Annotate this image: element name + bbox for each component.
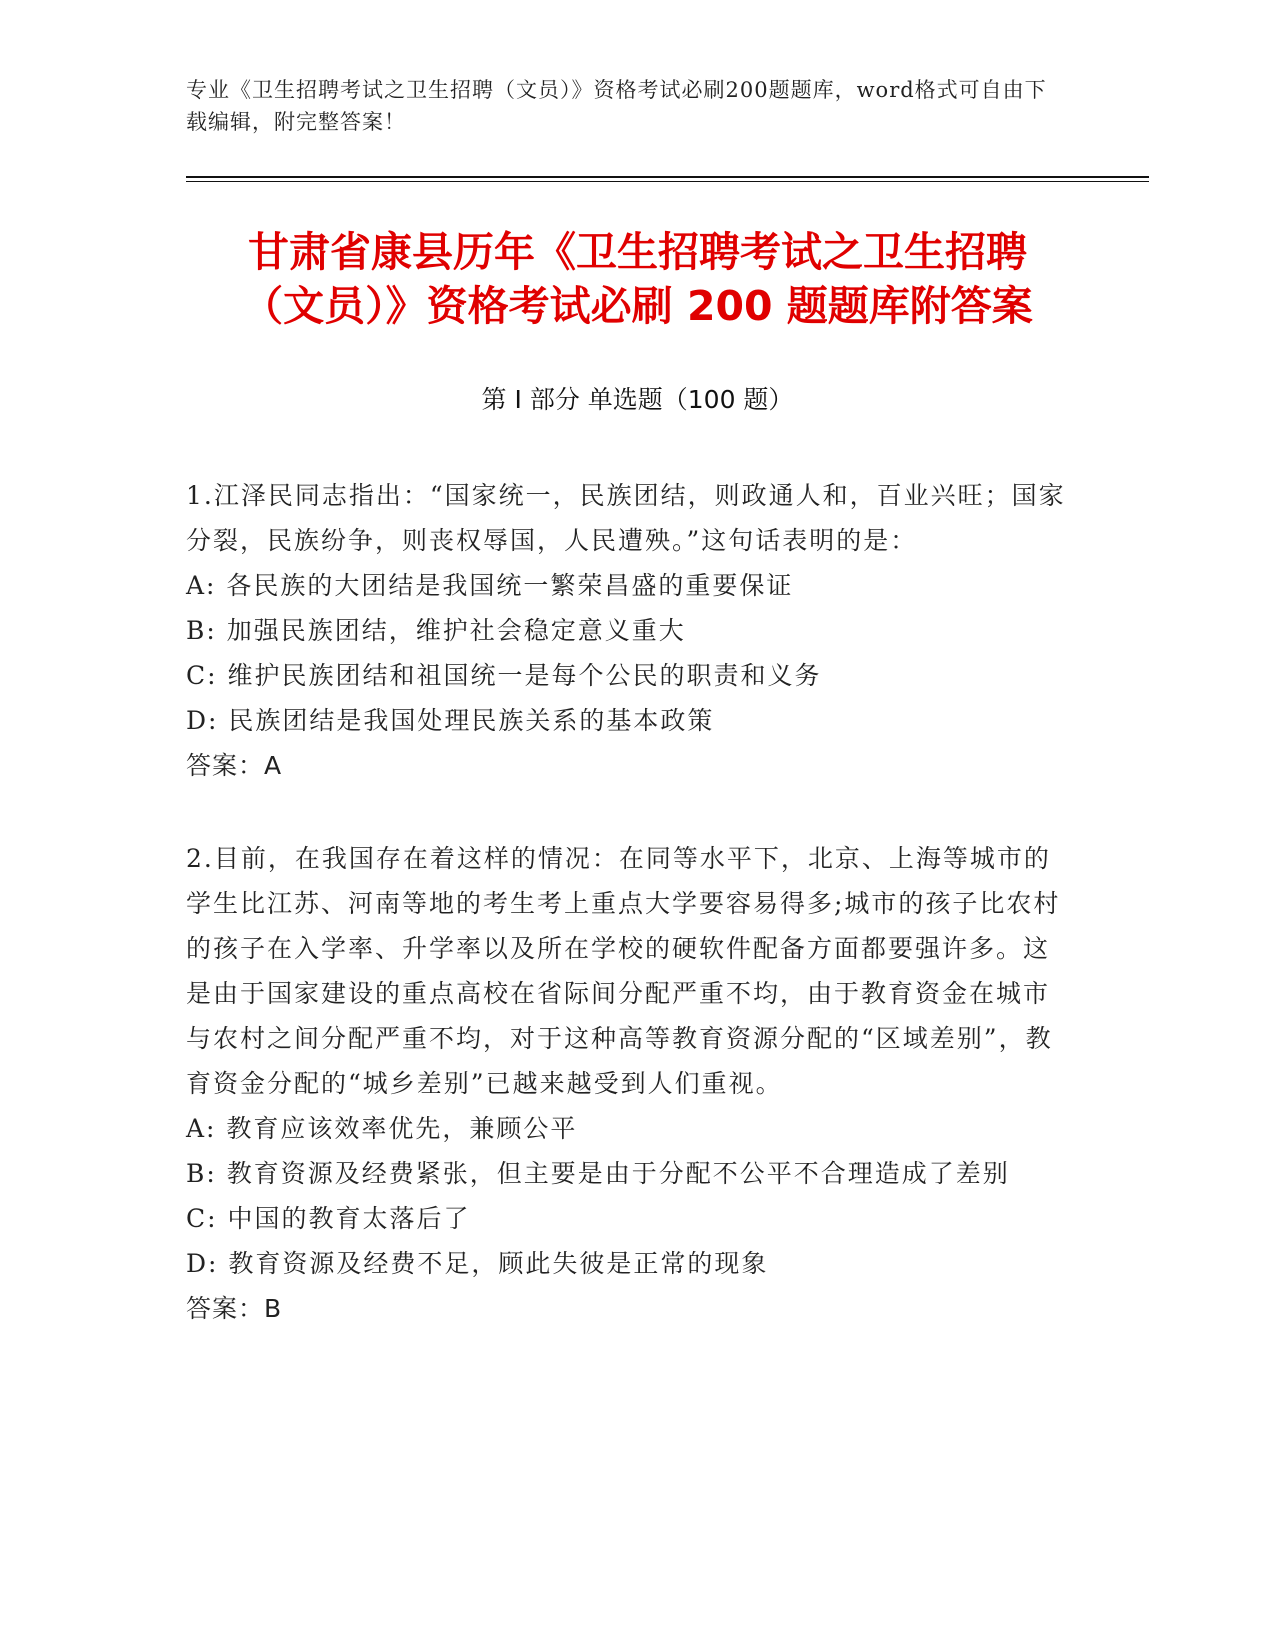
document-title [180,225,1095,333]
document-title-line-2: （文员）》资格考试必刷 200 题题库附答案 [242,282,1033,330]
question-1 [186,473,1066,788]
option-d: D: 民族团结是我国处理民族关系的基本政策 [186,706,715,735]
question-2 [186,836,1066,1331]
option-b: B: 加强民族团结，维护社会稳定意义重大 [186,616,686,645]
option-d: D: 教育资源及经费不足，顾此失彼是正常的现象 [186,1249,769,1278]
option-b: B: 教育资源及经费紧张，但主要是由于分配不公平不合理造成了差别 [186,1159,1010,1188]
answer-label: 答案：B [186,1294,283,1323]
question-stem: 2.目前，在我国存在着这样的情况：在同等水平下，北京、上海等城市的学生比江苏、河南等地的考生考上重点大学要容易得多;城市的孩子比农村的孩子在入学率、升学率以及所在学校的硬软件配备方面都要强许多。这是由于国家建设的重点高校在省际间分配严重不均，由于教育资金在城市与农村之间分配严重不均，对于这种高等教育资源分配的“区域差别”，教育资金分配的“城乡差别”已越来越受到人们重视。 [186,844,1061,1098]
answer-label: 答案：A [186,751,283,780]
option-a: A: 教育应该效率优先，兼顾公平 [186,1114,578,1143]
header-divider-thin [186,181,1149,182]
option-c: C: 中国的教育太落后了 [186,1204,471,1233]
question-stem: 1.江泽民同志指出：“国家统一，民族团结，则政通人和，百业兴旺；国家分裂，民族纷争，则丧权辱国，人民遭殃。”这句话表明的是： [186,481,1066,555]
header-note: 专业《卫生招聘考试之卫生招聘（文员）》资格考试必刷200题题库，word格式可自由下载编辑，附完整答案！ [186,78,1047,134]
option-c: C: 维护民族团结和祖国统一是每个公民的职责和义务 [186,661,822,690]
option-a: A: 各民族的大团结是我国统一繁荣昌盛的重要保证 [186,571,794,600]
header-divider-thick [186,176,1149,178]
document-title-line-1: 甘肃省康县历年《卫生招聘考试之卫生招聘 [248,228,1027,276]
section-title: 第 I 部分 单选题（100 题） [481,385,794,414]
